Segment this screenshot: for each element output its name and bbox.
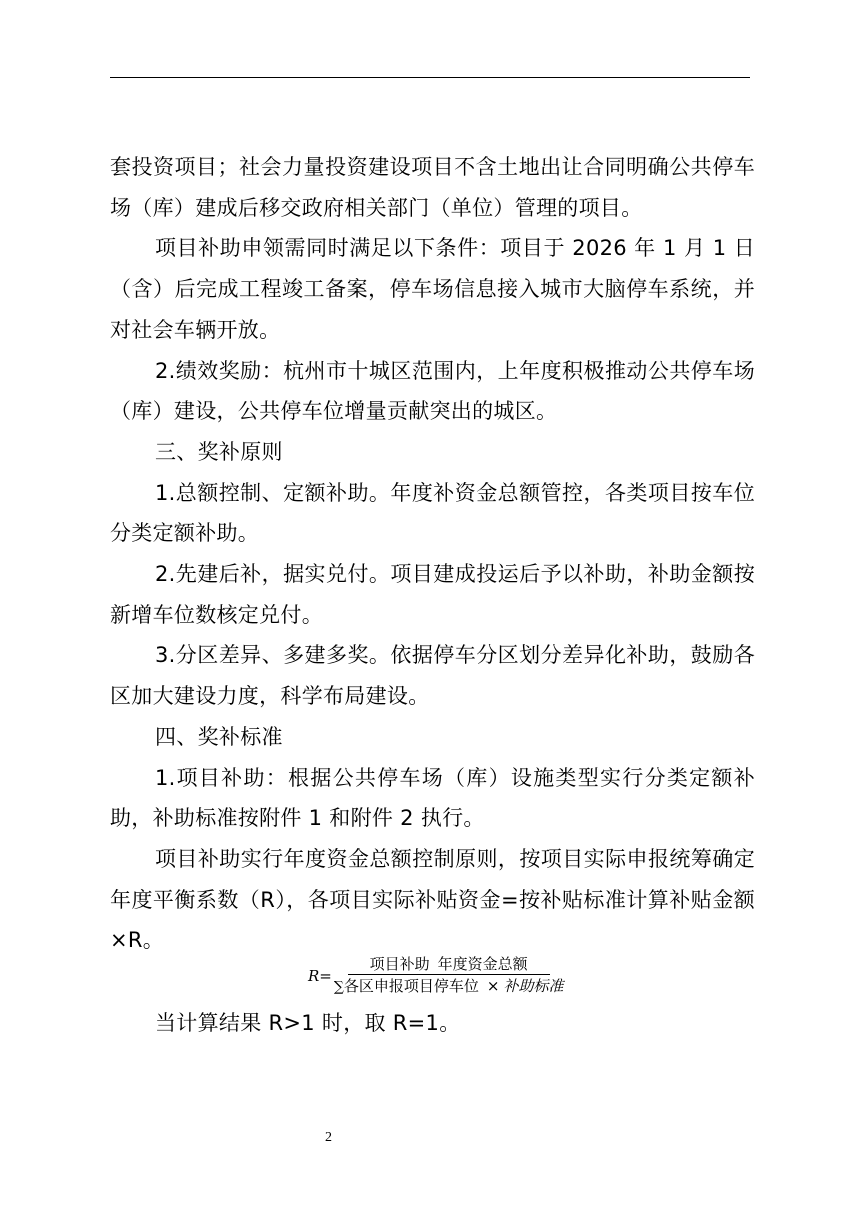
paragraph-9: 1.项目补助：根据公共停车场（库）设施类型实行分类定额补助，补助标准按附件 1 和附件 2 执行。 (110, 765, 755, 831)
body-text (110, 147, 755, 961)
closing-line: 当计算结果 R>1 时，取 R=1。 (155, 1011, 461, 1035)
formula-numerator (348, 955, 550, 975)
denominator-italic: 补助标准 (503, 977, 564, 995)
formula-fraction (334, 955, 564, 997)
paragraph-2: 项目补助申领需同时满足以下条件：项目于 2026 年 1 月 1 日（含）后完成工程竣工备案，停车场信息接入城市大脑停车系统，并对社会车辆开放。 (110, 236, 755, 342)
page-number: 2 (325, 1130, 332, 1145)
numerator-part-1: 项目补助 (369, 955, 430, 973)
times-symbol: × (486, 977, 500, 995)
section-heading-principles: 三、奖补原则 (155, 439, 283, 464)
numerator-part-2: 年度资金总额 (437, 955, 528, 973)
closing-text (110, 1003, 755, 1044)
formula-lhs: R= (308, 967, 332, 985)
paragraph-10: 项目补助实行年度资金总额控制原则，按项目实际申报统筹确定年度平衡系数（R），各项目实际补贴资金=按补贴标准计算补贴金额×R。 (110, 846, 755, 953)
paragraph-3: 2.绩效奖励：杭州市十城区范围内，上年度积极推动公共停车场（库）建设，公共停车位增量贡献突出的城区。 (110, 358, 755, 424)
balance-coefficient-formula (308, 953, 563, 999)
paragraph-7: 3.分区差异、多建多奖。依据停车分区划分差异化补助，鼓励各区加大建设力度，科学布局建设。 (110, 643, 755, 709)
header-rule (110, 77, 750, 78)
paragraph-5: 1.总额控制、定额补助。年度补资金总额管控，各类项目按车位分类定额补助。 (110, 480, 755, 546)
section-heading-standards: 四、奖补标准 (155, 724, 283, 749)
paragraph-6: 2.先建后补，据实兑付。项目建成投运后予以补助，补助金额按新增车位数核定兑付。 (110, 562, 755, 627)
denominator-text: 各区申报项目停车位 (343, 977, 479, 995)
sum-symbol: ∑ (333, 979, 344, 995)
formula-denominator (334, 975, 564, 997)
paragraph-1: 套投资项目；社会力量投资建设项目不含土地出让合同明确公共停车场（库）建成后移交政府相关部门（单位）管理的项目。 (110, 155, 755, 220)
